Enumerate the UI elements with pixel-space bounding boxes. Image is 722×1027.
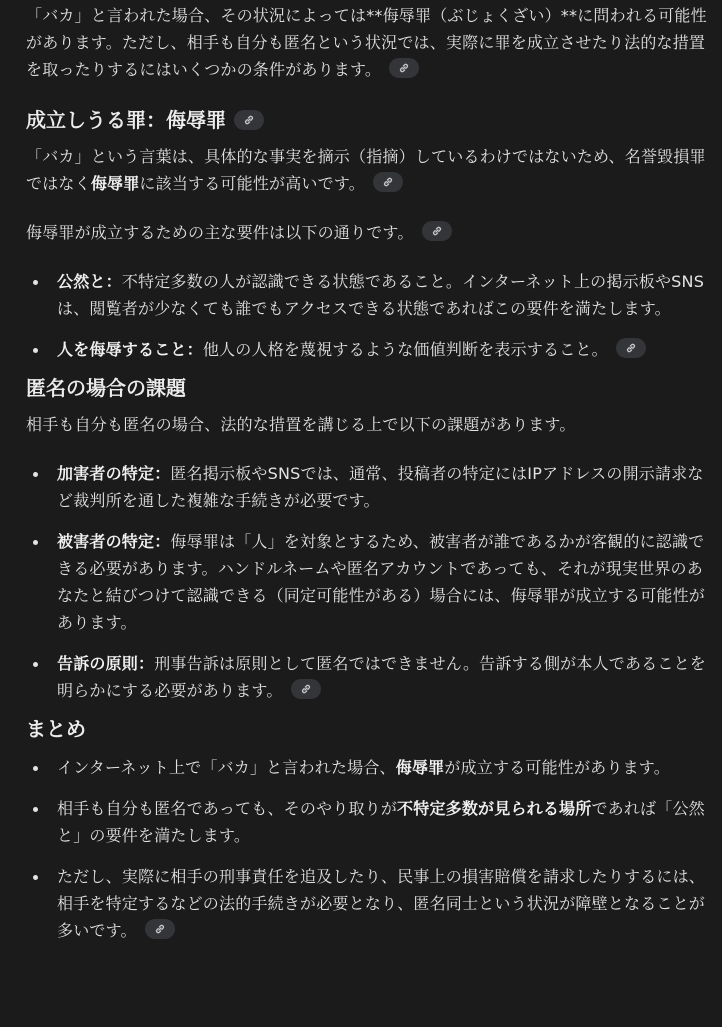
link-icon (398, 62, 410, 74)
section-heading-anonymous: 匿名の場合の課題 (26, 376, 186, 400)
spacer (57, 636, 712, 650)
link-icon (300, 683, 312, 695)
source-link-button[interactable] (234, 110, 264, 130)
spacer (57, 849, 712, 863)
intro-paragraph (26, 2, 712, 83)
source-link-button[interactable] (422, 221, 452, 241)
list-item: 人を侮辱すること：他人の人格を蔑視するような価値判断を表示すること。 (57, 336, 712, 363)
section-heading-crime: 成立しうる罪：侮辱罪 (26, 105, 712, 135)
issues-list (26, 460, 712, 704)
list-item: 告訴の原則：刑事告訴は原則として匿名ではできません。告訴する側が本人であることを明らかにする必要があります。 (57, 650, 712, 704)
crime-paragraph-1: 「バカ」という言葉は、具体的な事実を摘示（指摘）しているわけではないため、名誉毀損罪ではなく侮辱罪に該当する可能性が高いです。 (26, 147, 706, 193)
source-link-button[interactable] (145, 919, 175, 939)
list-item: ただし、実際に相手の刑事責任を追及したり、民事上の損害賠償を請求したりするには、相手を特定するなどの法的手続きが必要となり、匿名同士という状況が障壁となることが多いです。 (57, 863, 712, 944)
link-icon (625, 342, 637, 354)
anonymous-paragraph: 相手も自分も匿名の場合、法的な措置を講じる上で以下の課題があります。 (26, 415, 576, 434)
intro-text: 「バカ」と言われた場合、その状況によっては**侮辱罪（ぶじょくざい）**に問われる可能性があります。ただし、相手も自分も匿名という状況では、実際に罪を成立させたり法的な措置を取ったりするにはいくつかの条件があります。 (26, 6, 707, 79)
link-icon (431, 225, 443, 237)
list-item: 被害者の特定：侮辱罪は「人」を対象とするため、被害者が誰であるかが客観的に認識できる必要があります。ハンドルネームや匿名アカウントであっても、それが現実世界のあなたと結びつけて認識できる（同定可能性がある）場合には、侮辱罪が成立する可能性があります。 (57, 528, 712, 636)
crime-paragraph-2: 侮辱罪が成立するための主な要件は以下の通りです。 (26, 219, 712, 246)
list-item: 相手も自分も匿名であっても、そのやり取りが不特定多数が見られる場所であれば「公然と」の要件を満たします。 (57, 795, 712, 849)
summary-list (26, 754, 712, 944)
source-link-button[interactable] (389, 58, 419, 78)
list-item: 公然と：不特定多数の人が認識できる状態であること。インターネット上の掲示板やSNSは、閲覧者が少なくても誰でもアクセスできる状態であればこの要件を満たします。 (57, 268, 712, 322)
source-link-button[interactable] (373, 172, 403, 192)
section-heading-summary: まとめ (26, 717, 86, 741)
spacer (57, 514, 712, 528)
requirements-list (26, 268, 712, 363)
link-icon (243, 114, 255, 126)
list-item: 加害者の特定：匿名掲示板やSNSでは、通常、投稿者の特定にはIPアドレスの開示請求など裁判所を通した複雑な手続きが必要です。 (57, 460, 712, 514)
spacer (57, 781, 712, 795)
spacer (57, 322, 712, 336)
link-icon (382, 176, 394, 188)
list-item: インターネット上で「バカ」と言われた場合、侮辱罪が成立する可能性があります。 (57, 754, 712, 781)
source-link-button[interactable] (616, 338, 646, 358)
source-link-button[interactable] (291, 679, 321, 699)
link-icon (154, 923, 166, 935)
